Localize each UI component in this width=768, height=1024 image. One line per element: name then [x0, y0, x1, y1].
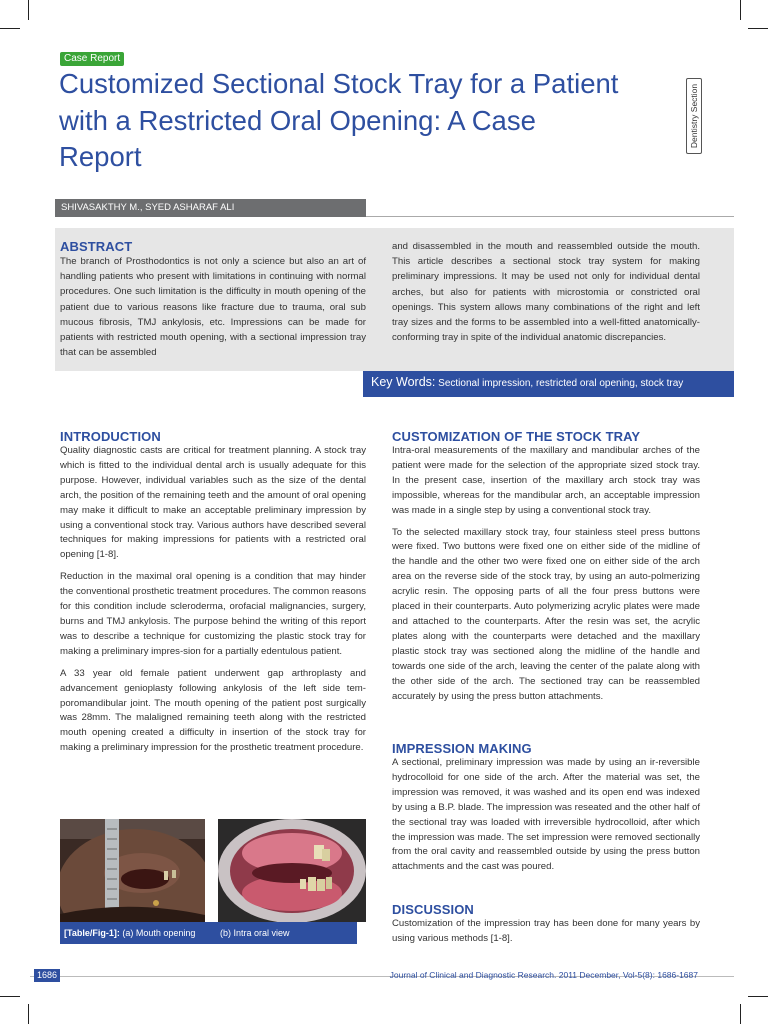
crop-mark [28, 0, 29, 20]
author-bar: SHIVASAKTHY M., SYED ASHARAF ALI [55, 199, 366, 217]
introduction-body [60, 444, 366, 763]
section-tab-label: Dentistry Section [689, 83, 699, 149]
paragraph: Intra-oral measurements of the maxillary and mandibular arches of the patient were made for the selection of the appropriate sized stock tray. In the present case, insertion of the maxillary arch stock tray was impossible, whereas for the mandibular arch, an acceptable impression was made in a single step by using a conventional stock tray. [392, 445, 700, 516]
impression-body [392, 756, 700, 882]
intra-oral-photo [218, 819, 366, 922]
customization-heading: CUSTOMIZATION OF THE STOCK TRAY [392, 429, 641, 444]
article-type-badge: Case Report [60, 52, 124, 66]
figure-intra-oral-view [218, 819, 366, 922]
crop-mark [740, 0, 741, 20]
abstract-left [60, 254, 366, 367]
introduction-heading: INTRODUCTION [60, 429, 161, 444]
figure-caption-b: (b) Intra oral view [220, 928, 290, 938]
crop-mark [748, 996, 768, 997]
crop-mark [748, 28, 768, 29]
journal-citation: Journal of Clinical and Diagnostic Research. 2011 December, Vol-5(8): 1686-1687 [389, 970, 698, 980]
paragraph: A 33 year old female patient underwent gap arthroplasty and advancement genioplasty following ankylosis of the left side tem-poromandibular joint. The mouth opening of the patient post surgically was 28mm. The malaligned remaining teeth along with the restricted mouth opening created a difficulty in insertion of the stock tray for making a preliminary impression for the prosthetic treatment procedure. [60, 667, 366, 754]
figure-mouth-opening [60, 819, 205, 922]
crop-mark [28, 1004, 29, 1024]
paragraph: To the selected maxillary stock tray, four stainless steel press buttons were fixed. Two buttons were fixed one on either side of the midline of the handle and the other two were fixed one on either side of the arch area on the reverse side of the stock tray, by using an auto-polmerizing acrylic resin. The opposing parts of all the four press buttons were placed in their counterparts. Auto polymerizing acrylic plates were made and attached to the counterparts. After the resin was set, the acrylic plates along with the counterparts were detached and the maxillary plastic stock tray was sectioned along the midline of the handle and towards one side of the arch, leaving the center of the palate along with the other side of the arch. The sectioned tray can be reassembled accurately by using the press button attachments. [392, 526, 700, 702]
section-tab [686, 78, 702, 154]
figure-caption-a: (a) Mouth opening [119, 928, 196, 938]
discussion-body [392, 917, 700, 954]
keywords-text: Sectional impression, restricted oral opening, stock tray [435, 378, 684, 389]
abstract-heading: ABSTRACT [60, 239, 133, 254]
crop-mark [0, 996, 20, 997]
paragraph: Reduction in the maximal oral opening is a condition that may hinder the conventional prosthetic treatment procedures. The common reasons for this condition include scleroderma, orofacial malignancies, surgery, burns and TMJ ankylosis. The purpose behind the writing of this report was to describe a technique for customizing the plastic stock tray for making a preliminary impres-sion for a partially edentulous patient. [60, 571, 366, 657]
author-divider [366, 216, 734, 217]
keywords-label: Key Words: [371, 375, 436, 389]
discussion-heading: DISCUSSION [392, 902, 474, 917]
impression-heading: IMPRESSION MAKING [392, 741, 532, 756]
figure-caption [60, 922, 357, 944]
abstract-left-text: The branch of Prosthodontics is not only a science but also an art of handling patients who present with limitations in continuing with normal procedures. One such limitation is the difficulty in mouth opening of the patient due to various reasons like fracture due to trauma, oral sub mucous fibrosis, TMJ ankylosis, etc. Impressions can be made for patients with restricted mouth opening, with a sectional impression tray that can be assembled [60, 256, 366, 359]
paragraph: Customization of the impression tray has been done for many years by using various methods [1-8]. [392, 918, 700, 944]
page-number: 1686 [34, 969, 60, 982]
abstract-right [392, 239, 700, 352]
paragraph: Quality diagnostic casts are critical for treatment planning. A stock tray which is fitted to the individual dental arch is usually adequate for this purpose. However, individual variables such as the size of the dental arch, the position of the remaining teeth and the amount of oral opening may make it difficult to make an acceptable preliminary impression by using a conventional stock tray. Various authors have described several techniques for making impressions for patients with a restricted oral opening [1-8]. [60, 445, 366, 561]
crop-mark [0, 28, 20, 29]
keywords-bar [363, 371, 734, 397]
customization-body [392, 444, 700, 711]
abstract-right-text: and disassembled in the mouth and reassembled outside the mouth. This article describes a sectional stock tray system for making preliminary impressions. It may be used not only for individual dental arches, but also for patients with microstomia or constricted oral openings. This system allows many combinations of the right and left tray sizes and the forms to be assembled into a well-fitted anatomically-conforming tray in spite of the individual anatomic discrepancies. [392, 241, 700, 344]
article-title: Customized Sectional Stock Tray for a Patient with a Restricted Oral Opening: A Case Report [59, 68, 619, 172]
mouth-opening-photo [60, 819, 205, 922]
crop-mark [740, 1004, 741, 1024]
paragraph: A sectional, preliminary impression was made by using an ir-reversible hydrocolloid for one side of the arch. After the material was set, the impression was removed, it was washed and its open end was indexed by using a B.P. blade. The impression was reseated and the other half of the sectional tray was loaded with irreversible hydrocolloid, after which the impression was made. The set impression were removed sectionally from the oral cavity and reassembled outside by using the press button attachments and the cast was poured. [392, 757, 700, 873]
figure-label: [Table/Fig-1]: [64, 928, 120, 938]
